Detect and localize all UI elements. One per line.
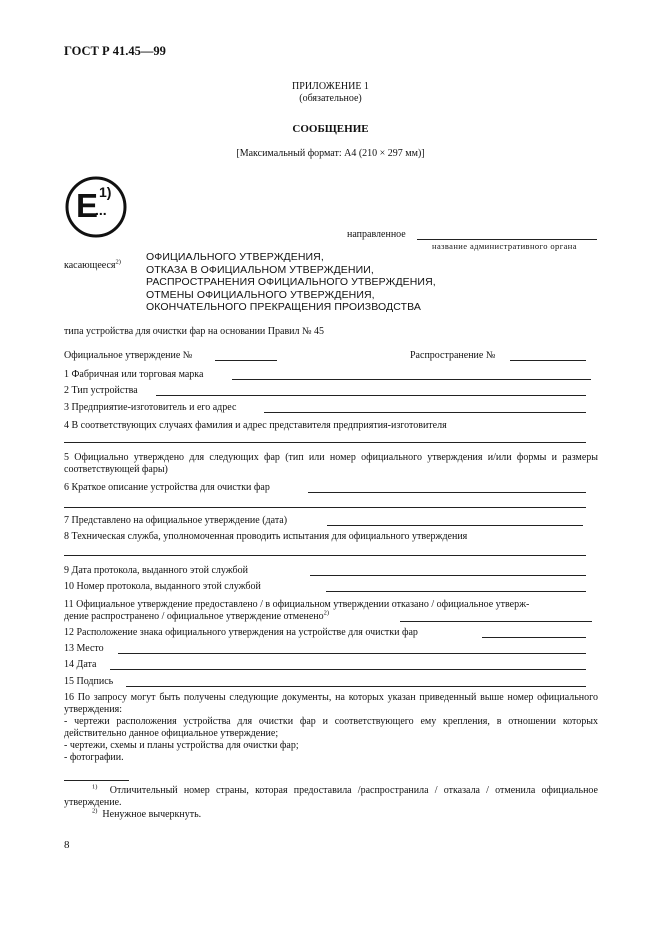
approval-no-label: Официальное утверждение №: [64, 350, 193, 361]
field-10-line[interactable]: [326, 591, 586, 592]
emblem-letter: E: [76, 187, 99, 224]
field-4-label: 4 В соответствующих случаях фамилия и адрес представителя предприятия-изготовителя: [64, 420, 447, 431]
concerning-item: ОКОНЧАТЕЛЬНОГО ПРЕКРАЩЕНИЯ ПРОИЗВОДСТВА: [146, 301, 421, 313]
field-3-label: 3 Предприятие-изготовитель и его адрес: [64, 402, 237, 413]
concerning-sup: 2): [115, 258, 121, 266]
concerning-list: [146, 251, 436, 314]
concerning-item: ОТКАЗА В ОФИЦИАЛЬНОМ УТВЕРЖДЕНИИ,: [146, 263, 374, 276]
field-2-label: 2 Тип устройства: [64, 385, 138, 396]
field-9-line[interactable]: [310, 575, 586, 576]
approval-no-line[interactable]: [215, 360, 277, 361]
field-10-label: 10 Номер протокола, выданного этой службой: [64, 581, 261, 592]
concerning-text: касающееся: [64, 260, 116, 271]
field-6-line[interactable]: [308, 492, 586, 493]
field-6-label: 6 Краткое описание устройства для очистки фар: [64, 482, 270, 493]
field-11-sup: 2): [323, 609, 330, 617]
footnote-1-text: Отличительный номер страны, которая предоставила /распространила / отказала / отменила официальное утверждение.: [64, 785, 598, 808]
field-11-label-b: [64, 611, 329, 623]
field-13-label: 13 Место: [64, 643, 104, 654]
field-16-item-2: - чертежи, схемы и планы устройства для очистки фар;: [64, 740, 299, 751]
field-11-line[interactable]: [400, 621, 592, 622]
extension-no-line[interactable]: [510, 360, 586, 361]
field-7-label: 7 Представлено на официальное утверждение (дата): [64, 515, 288, 526]
sent-field-line[interactable]: [417, 239, 597, 240]
footnote-1-sup: 1): [92, 783, 98, 791]
concerning-item: ОТМЕНЫ ОФИЦИАЛЬНОГО УТВЕРЖДЕНИЯ,: [146, 288, 375, 301]
max-format: [Максимальный формат: А4 (210 × 297 мм)]: [236, 148, 425, 159]
field-14-line[interactable]: [110, 669, 586, 670]
field-13-line[interactable]: [118, 653, 586, 654]
field-9-label: 9 Дата протокола, выданного этой службой: [64, 565, 248, 576]
field-16-label: 16 По запросу могут быть получены следующие документы, на которых указан приведенный выше номер официального утверждения:: [64, 692, 598, 715]
footnote-separator: [64, 780, 129, 781]
appendix-subtitle: (обязательное): [299, 93, 362, 104]
field-11-text-b: дение распространено / официальное утверждение отменено: [64, 611, 324, 622]
message-title: СООБЩЕНИЕ: [292, 123, 369, 135]
field-4-line[interactable]: [64, 442, 586, 443]
field-15-label: 15 Подпись: [64, 676, 114, 687]
appendix-title: ПРИЛОЖЕНИЕ 1: [292, 81, 369, 92]
sent-label: направленное: [347, 229, 406, 240]
footnote-2: [92, 809, 201, 821]
field-11-label-a: 11 Официальное утверждение предоставлено / в официальном утверждении отказано / официальное утверж-: [64, 599, 530, 610]
footnote-1: [64, 785, 598, 809]
concerning-label: [64, 260, 121, 272]
field-7-line[interactable]: [327, 525, 583, 526]
footnote-2-text: Ненужное вычеркнуть.: [102, 809, 202, 820]
field-8-label: 8 Техническая служба, уполномоченная проводить испытания для официального утверждения: [64, 531, 468, 542]
emblem-dots: ...: [95, 202, 107, 218]
emblem-sup: 1): [99, 184, 112, 200]
extension-no-label: Распространение №: [410, 350, 496, 361]
concerning-item: РАСПРОСТРАНЕНИЯ ОФИЦИАЛЬНОГО УТВЕРЖДЕНИЯ,: [146, 276, 436, 288]
field-12-label: 12 Расположение знака официального утверждения на устройстве для очистки фар: [64, 627, 418, 638]
concerning-item: ОФИЦИАЛЬНОГО УТВЕРЖДЕНИЯ,: [146, 251, 324, 263]
field-5-label: 5 Официально утверждено для следующих фар (тип или номер официального утверждения и/или формы и размеры соответствующей фары): [64, 452, 598, 475]
footnote-2-sup: 2): [92, 807, 98, 815]
field-14-label: 14 Дата: [64, 659, 97, 670]
field-12-line[interactable]: [482, 637, 586, 638]
page-number: 8: [64, 839, 70, 851]
field-6-line-2[interactable]: [64, 507, 586, 508]
field-1-line[interactable]: [232, 379, 591, 380]
field-16-item-3: - фотографии.: [64, 752, 124, 763]
type-line: типа устройства для очистки фар на основании Правил № 45: [64, 326, 325, 337]
doc-code: ГОСТ Р 41.45—99: [64, 44, 166, 58]
sent-caption: название административного органа: [432, 241, 577, 251]
field-16-item-1: - чертежи расположения устройства для очистки фар и соответствующего ему крепления, в отношении которых действительно данное официальное утверждение;: [64, 716, 598, 739]
field-1-label: 1 Фабричная или торговая марка: [64, 369, 204, 380]
field-2-line[interactable]: [156, 395, 586, 396]
field-8-line[interactable]: [64, 555, 586, 556]
field-3-line[interactable]: [264, 412, 586, 413]
field-15-line[interactable]: [126, 686, 586, 687]
